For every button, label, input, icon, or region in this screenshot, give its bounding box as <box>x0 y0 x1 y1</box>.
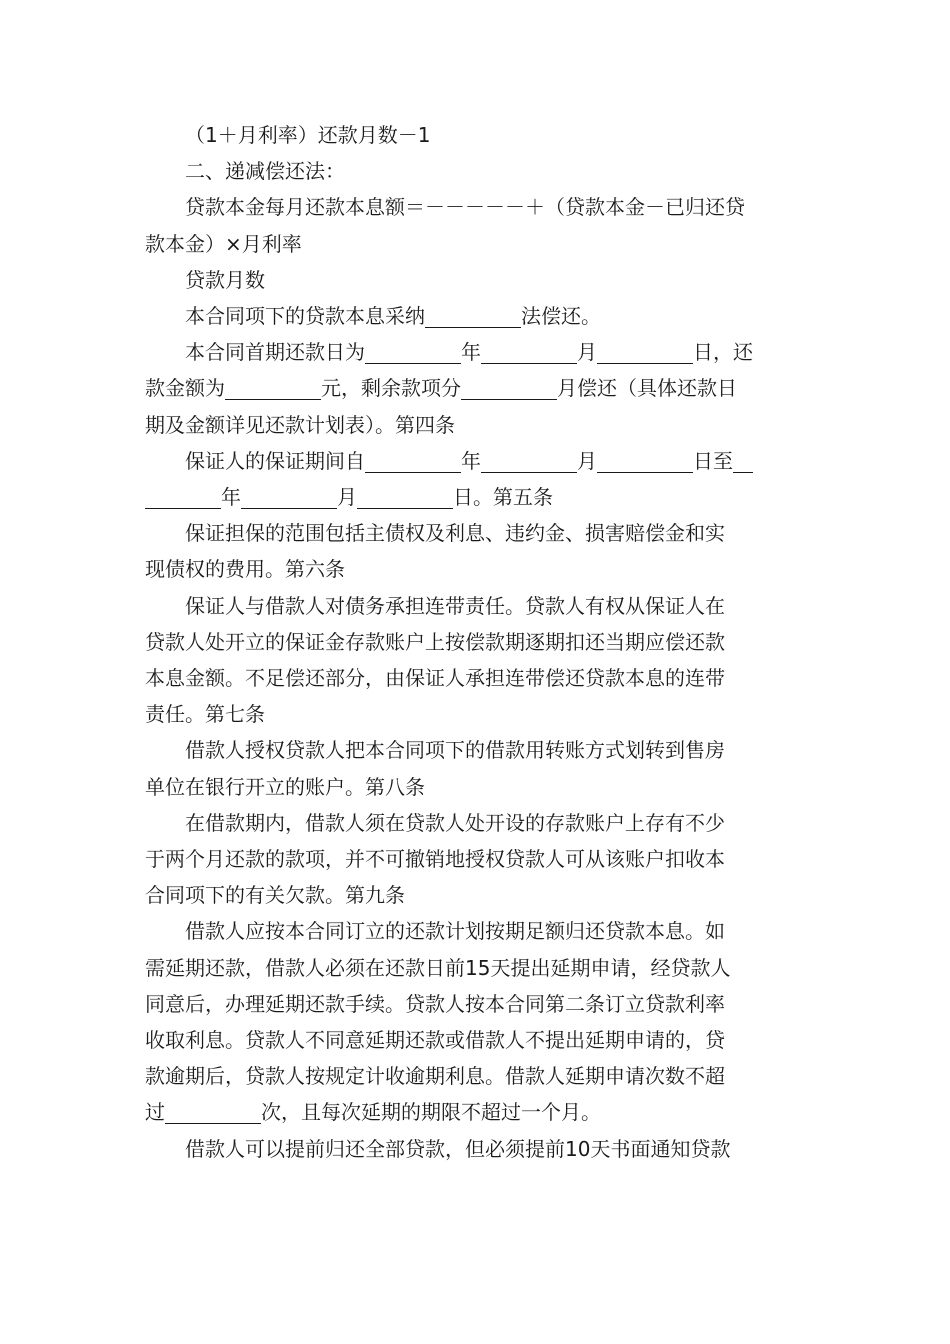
clause-text: 月 <box>577 340 597 365</box>
start-month-blank[interactable] <box>481 448 577 473</box>
text-line: 收取利息。贷款人不同意延期还款或借款人不提出延期申请的，贷 <box>145 1028 725 1053</box>
text-line: 款本金）×月利率 <box>145 231 302 256</box>
end-year-blank-part2[interactable] <box>145 484 221 509</box>
formula-line-denominator-2 <box>145 262 805 298</box>
clause-text: 日。第五条 <box>453 485 553 510</box>
text-line: 合同项下的有关欠款。第九条 <box>145 883 405 908</box>
month-blank[interactable] <box>481 339 577 364</box>
text-line: 同意后，办理延期还款手续。贷款人按本合同第二条订立贷款利率 <box>145 991 725 1016</box>
end-year-blank-part1[interactable] <box>733 448 753 473</box>
extension-count-blank[interactable] <box>165 1099 261 1124</box>
clause-text: 年 <box>461 448 481 473</box>
method-blank[interactable] <box>425 303 521 328</box>
extension-clause <box>145 913 805 1130</box>
clause-text: 次，且每次延期的期限不超过一个月。 <box>261 1100 601 1125</box>
end-month-blank[interactable] <box>241 484 337 509</box>
clause-text: 日，还 <box>693 340 753 365</box>
clause-text: 法偿还。 <box>521 304 601 329</box>
clause-text: 日至 <box>693 448 733 473</box>
clause-text: 期及金额详见还款计划表）。第四条 <box>145 412 455 437</box>
formula-paragraph <box>145 189 805 261</box>
text-line: 需延期还款，借款人必须在还款日前15天提出延期申请，经贷款人 <box>145 955 731 980</box>
clause-text: 月 <box>577 448 597 473</box>
clause-text: 月 <box>337 485 357 510</box>
text-line: 借款人可以提前归还全部贷款，但必须提前10天书面通知贷款 <box>185 1136 731 1161</box>
joint-liability-clause <box>145 588 805 733</box>
clause-text: 款金额为 <box>145 376 225 401</box>
transfer-authorization-clause <box>145 732 805 804</box>
document-body <box>145 117 805 1167</box>
year-blank[interactable] <box>365 339 461 364</box>
text-line: 责任。第七条 <box>145 702 265 727</box>
amount-blank[interactable] <box>225 375 321 400</box>
text-line: 二、递减偿还法： <box>185 159 345 184</box>
text-line: 于两个月还款的款项，并不可撤销地授权贷款人可从该账户扣收本 <box>145 847 725 872</box>
text-line: （1＋月利率）还款月数－1 <box>185 123 431 147</box>
end-day-blank[interactable] <box>357 484 453 509</box>
deposit-account-clause <box>145 805 805 914</box>
text-line: 借款人应按本合同订立的还款计划按期足额归还贷款本息。如 <box>185 919 725 944</box>
section-heading <box>145 153 805 189</box>
clause-text: 本合同首期还款日为 <box>185 340 365 365</box>
clause-text: 年 <box>461 340 481 365</box>
clause-text: 年 <box>221 485 241 510</box>
text-line: 保证人与借款人对债务承担连带责任。贷款人有权从保证人在 <box>185 593 725 618</box>
text-line: 贷款人处开立的保证金存款账户上按偿款期逐期扣还当期应偿还款 <box>145 629 725 654</box>
clause-text: 月偿还（具体还款日 <box>557 376 737 401</box>
text-line: 款逾期后，贷款人按规定计收逾期利息。借款人延期申请次数不超 <box>145 1064 725 1089</box>
text-line: 借款人授权贷款人把本合同项下的借款用转账方式划转到售房 <box>185 738 725 763</box>
guarantee-scope-clause <box>145 515 805 587</box>
clause-text: 保证人的保证期间自 <box>185 448 365 473</box>
repayment-method-clause <box>145 298 805 334</box>
first-repayment-clause <box>145 334 805 443</box>
clause-text: 过 <box>145 1100 165 1125</box>
text-line: 本息金额。不足偿还部分，由保证人承担连带偿还贷款本息的连带 <box>145 666 725 691</box>
clause-text: 元，剩余款项分 <box>321 376 461 401</box>
guarantee-period-clause <box>145 443 805 515</box>
text-line: 现债权的费用。第六条 <box>145 557 345 582</box>
day-blank[interactable] <box>597 339 693 364</box>
early-repayment-clause <box>145 1131 805 1167</box>
clause-text: 本合同项下的贷款本息采纳 <box>185 304 425 329</box>
text-line: 贷款月数 <box>185 267 265 292</box>
formula-line-denominator <box>145 117 805 153</box>
text-line: 贷款本金每月还款本息额＝－－－－－＋（贷款本金－已归还贷 <box>185 195 745 220</box>
text-line: 保证担保的范围包括主债权及利息、违约金、损害赔偿金和实 <box>185 521 725 546</box>
text-line: 单位在银行开立的账户。第八条 <box>145 774 425 799</box>
months-blank[interactable] <box>461 375 557 400</box>
start-year-blank[interactable] <box>365 448 461 473</box>
start-day-blank[interactable] <box>597 448 693 473</box>
text-line: 在借款期内，借款人须在贷款人处开设的存款账户上存有不少 <box>185 810 725 835</box>
